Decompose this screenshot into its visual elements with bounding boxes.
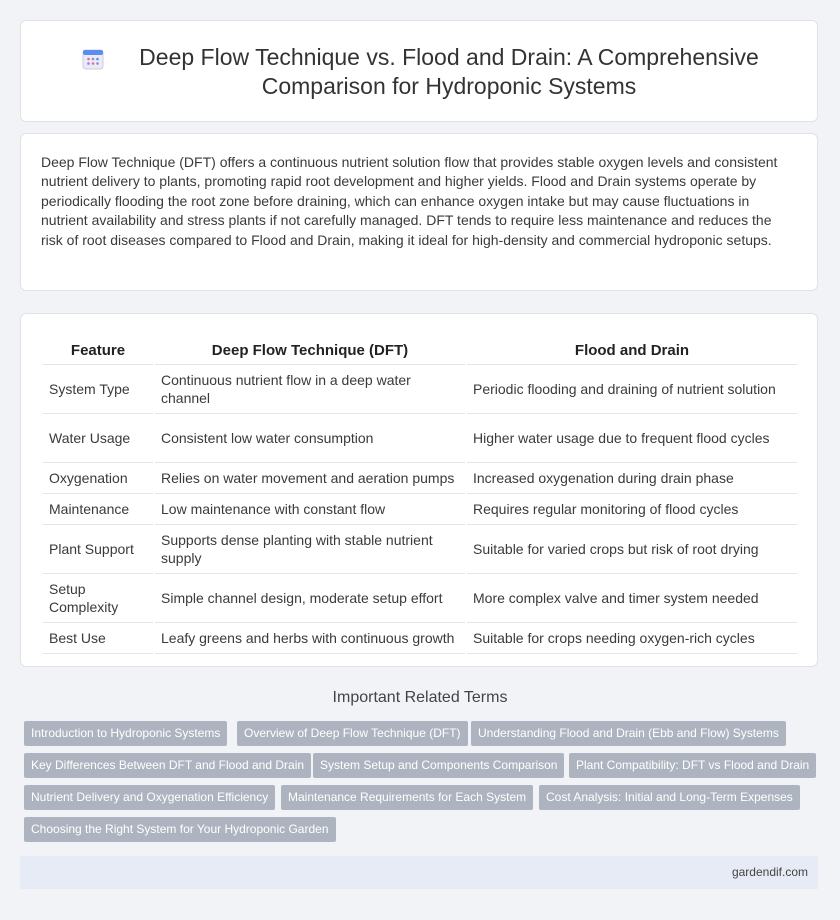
related-term-tag[interactable]: Maintenance Requirements for Each System <box>281 785 533 810</box>
table-cell-feature: System Type <box>43 365 153 414</box>
column-header-dft: Deep Flow Technique (DFT) <box>155 332 465 365</box>
table-cell-flood-drain: Requires regular monitoring of flood cycles <box>467 494 797 525</box>
table-cell-flood-drain: Higher water usage due to frequent flood cycles <box>467 414 797 463</box>
table-row <box>43 525 797 574</box>
footer <box>20 856 818 889</box>
column-header-feature: Feature <box>43 332 153 365</box>
page-title: Deep Flow Technique vs. Flood and Drain: A Comprehensive Comparison for Hydroponic Systems <box>139 44 759 99</box>
table-cell-flood-drain: Increased oxygenation during drain phase <box>467 463 797 494</box>
table-cell-dft: Continuous nutrient flow in a deep water channel <box>155 365 465 414</box>
table-cell-flood-drain: Suitable for crops needing oxygen-rich cycles <box>467 623 797 654</box>
table-cell-dft: Relies on water movement and aeration pumps <box>155 463 465 494</box>
table-cell-flood-drain: Periodic flooding and draining of nutrient solution <box>467 365 797 414</box>
intro-paragraph: Deep Flow Technique (DFT) offers a continuous nutrient solution flow that provides stable oxygen levels and consistent nutrient delivery to plants, promoting rapid root development and higher yields. Flood and Drain systems operate by periodically flooding the root zone before draining, which can enhance oxygen intake but may cause fluctuations in nutrient availability and stress plants if not carefully managed. DFT tends to require less maintenance and reduces the risk of root diseases compared to Flood and Drain, making it ideal for high-density and commercial hydroponic setups. <box>41 154 778 248</box>
related-term-tag[interactable]: Key Differences Between DFT and Flood and Drain <box>24 753 311 778</box>
table-cell-flood-drain: More complex valve and timer system needed <box>467 574 797 623</box>
comparison-table <box>41 332 799 654</box>
related-term-tag[interactable]: Choosing the Right System for Your Hydroponic Garden <box>24 817 336 842</box>
table-cell-feature: Maintenance <box>43 494 153 525</box>
table-cell-dft: Low maintenance with constant flow <box>155 494 465 525</box>
table-row <box>43 623 797 654</box>
table-cell-dft: Leafy greens and herbs with continuous growth <box>155 623 465 654</box>
related-term-tag[interactable]: Plant Compatibility: DFT vs Flood and Drain <box>569 753 816 778</box>
title-card <box>20 20 818 122</box>
table-cell-feature: Best Use <box>43 623 153 654</box>
site-name[interactable]: gardendif.com <box>731 865 808 879</box>
related-term-tag[interactable]: Overview of Deep Flow Technique (DFT) <box>237 721 468 746</box>
related-terms-heading: Important Related Terms <box>332 689 508 706</box>
table-cell-dft: Consistent low water consumption <box>155 414 465 463</box>
intro-card <box>20 133 818 291</box>
table-row <box>43 414 797 463</box>
table-row <box>43 574 797 623</box>
comparison-table-card <box>20 313 818 667</box>
related-term-tag[interactable]: System Setup and Components Comparison <box>313 753 564 778</box>
table-row <box>43 365 797 414</box>
table-cell-feature: Plant Support <box>43 525 153 574</box>
column-header-flood-drain: Flood and Drain <box>467 332 797 365</box>
related-term-tag[interactable]: Cost Analysis: Initial and Long-Term Expenses <box>539 785 800 810</box>
calendar-icon <box>81 47 105 71</box>
related-term-tag[interactable]: Understanding Flood and Drain (Ebb and Flow) Systems <box>471 721 786 746</box>
table-cell-feature: Setup Complexity <box>43 574 153 623</box>
table-row <box>43 463 797 494</box>
related-term-tag[interactable]: Nutrient Delivery and Oxygenation Efficiency <box>24 785 275 810</box>
table-cell-feature: Water Usage <box>43 414 153 463</box>
related-term-tag[interactable]: Introduction to Hydroponic Systems <box>24 721 227 746</box>
table-cell-feature: Oxygenation <box>43 463 153 494</box>
table-cell-dft: Simple channel design, moderate setup effort <box>155 574 465 623</box>
table-row <box>43 494 797 525</box>
table-cell-flood-drain: Suitable for varied crops but risk of root drying <box>467 525 797 574</box>
table-cell-dft: Supports dense planting with stable nutrient supply <box>155 525 465 574</box>
